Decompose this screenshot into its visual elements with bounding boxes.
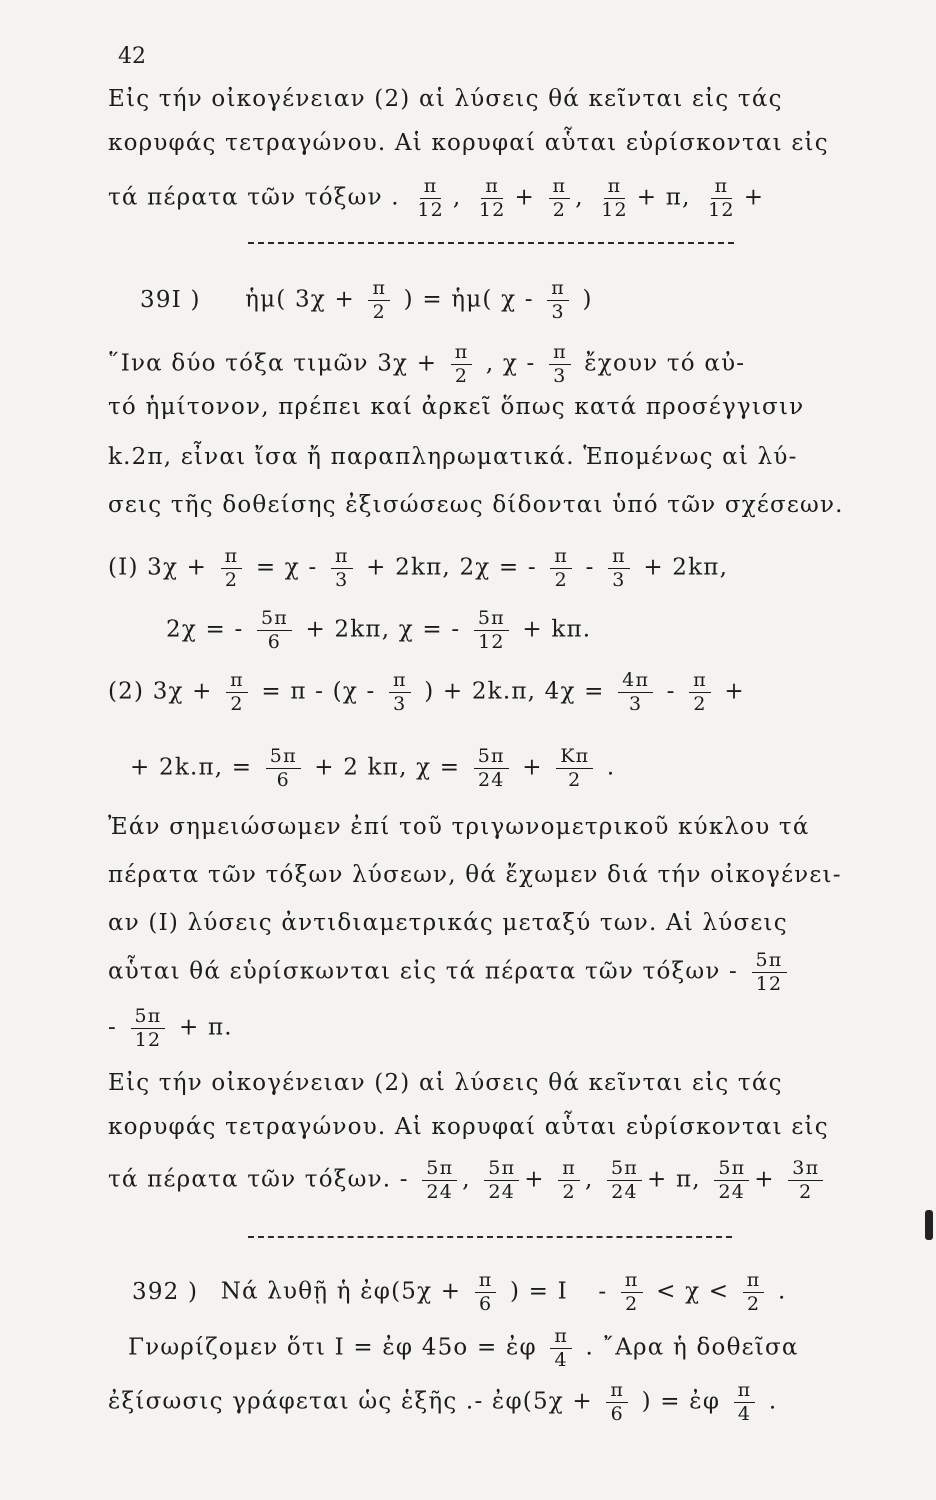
numerator: 4π [618,670,653,693]
text-line [108,490,928,520]
math-text: . [768,1388,778,1415]
fraction [257,608,292,653]
math-text: = χ - [255,554,318,581]
fraction [389,670,411,715]
denominator: 2 [625,1293,639,1315]
math-text: < χ < [656,1278,730,1305]
fraction [714,1158,749,1203]
denominator: 2 [799,1181,813,1203]
fraction [743,1270,765,1315]
numerator: π [550,546,572,569]
math-text: (2) 3χ + [108,678,213,705]
numerator: 5π [422,1158,457,1181]
numerator: 5π [266,746,301,769]
fraction [266,746,301,791]
fraction [734,1380,756,1425]
text-line-arcs [108,176,928,221]
math-text: , χ - [485,350,536,377]
line-text: κορυφάς τετραγώνου. Αἱ κορυφαί αὗται εὑρίσκονται εἰς [108,130,829,156]
denominator: 3 [335,569,349,591]
denominator: 24 [718,1181,746,1203]
numerator: π [389,670,411,693]
fraction [368,278,390,323]
text-line [108,1112,928,1142]
numerator: π [621,1270,643,1293]
numerator: 5π [131,1006,166,1029]
line-text: Ἐάν σημειώσωμεν ἐπί τοῦ τριγωνομετρικοῦ κύκλου τά [108,814,810,840]
denominator: 2 [454,365,469,387]
line-text: k.2π, εἶναι ἴσα ἤ παραπληρωματικά. Ἑπομένως αἱ λύ- [108,444,798,470]
numerator: 5π [752,950,787,973]
denominator: 2 [746,1293,761,1315]
fraction [131,1006,166,1051]
denominator: 6 [267,631,282,653]
fraction [221,546,243,591]
denominator: 24 [477,769,505,791]
text-line [108,1006,928,1051]
denominator: 3 [553,365,567,387]
denominator: 3 [393,693,407,715]
fraction [226,670,248,715]
numerator: π [547,278,569,301]
denominator: 2 [562,1181,576,1203]
math-text: ) [582,286,593,313]
line-text: αν (I) λύσεις ἀντιδιαμετρικάς μεταξύ των. Αἱ λύσεις [108,910,788,936]
numerator: π [743,1270,765,1293]
fraction [689,670,711,715]
numerator: π [331,546,353,569]
math-text: + 2kπ, χ = - [305,616,461,643]
math-text: + [724,678,745,705]
problem-number: 39I ) [140,286,201,313]
numerator: π [604,176,626,199]
fraction [550,546,572,591]
math-text: ἡμ( 3χ + [245,286,355,313]
denominator: 2 [554,569,568,591]
fraction [597,176,632,221]
text-line-arcs [108,1158,928,1203]
numerator: π [689,670,711,693]
math-text: = π - (χ - [261,678,376,705]
line-text: . ῎Αρα ἡ δοθεῖσα [585,1334,799,1361]
numerator: π [558,1158,580,1181]
numerator: π [368,278,390,301]
fraction [451,342,473,387]
numerator: Kπ [556,746,593,769]
line-text: ῞Ινα δύο τόξα τιμῶν 3χ + [108,350,438,377]
math-text: - [585,554,595,581]
math-text: ) + 2k.π, 4χ = [424,678,605,705]
math-text: ) = ἐφ [641,1388,721,1415]
denominator: 2 [552,199,566,221]
math-text: + 2kπ, 2χ = - [366,554,537,581]
denominator: 24 [488,1181,516,1203]
math-text: + 2k.π, = [130,754,253,781]
numerator: 5π [257,608,292,631]
fraction [558,1158,580,1203]
text-line [108,1068,928,1098]
denominator: 4 [737,1403,752,1425]
line-text: Νά λυθῇ ἡ ἐφ(5χ + [220,1278,462,1305]
numerator: π [550,1326,572,1349]
comma: , [452,184,462,211]
numerator: π [475,1270,497,1293]
line-text: πέρατα τῶν τόξων λύσεων, θά ἔχωμεν διά τήν οἰκογένει- [108,862,842,888]
numerator: 5π [607,1158,642,1181]
denominator: 12 [134,1029,162,1051]
math-text: ) = ἡμ( χ - [403,286,534,313]
text-line [108,1380,928,1425]
math-text: + π. [179,1014,233,1041]
fraction [704,176,739,221]
fraction [474,746,509,791]
math-text: + 2 kπ, χ = [314,754,461,781]
denominator: 24 [611,1181,638,1203]
fraction [484,1158,519,1203]
equation-line [108,670,928,715]
text-line [108,860,928,890]
math-text: + π, [636,184,691,211]
numerator: 5π [484,1158,519,1181]
numerator: π [226,670,248,693]
numerator: 3π [788,1158,823,1181]
text-line [108,128,928,158]
numerator: π [608,546,630,569]
math-text: - [598,1278,608,1305]
denominator: 6 [610,1403,624,1425]
text-line [128,1326,928,1371]
page-number: 42 [118,44,146,69]
text-line [108,442,928,472]
numerator: π [221,546,243,569]
fraction [607,1158,642,1203]
fraction [474,608,509,653]
plus: + [524,1166,545,1193]
equation-line [166,608,928,653]
text-line [108,908,928,938]
denominator: 2 [693,693,707,715]
plus: + [754,1166,775,1193]
fraction [621,1270,643,1315]
denominator: 12 [755,973,783,995]
denominator: 2 [230,693,244,715]
math-text: - [108,1014,117,1041]
numerator: π [451,342,473,365]
math-text: - [666,678,676,705]
comma: , [575,184,584,211]
plus: + [514,184,535,211]
fraction [556,746,593,791]
math-text: + π, [646,1166,701,1193]
line-text: τά πέρατα τῶν τόξων . [108,184,400,211]
math-text: . [777,1278,787,1305]
numerator: π [549,342,571,365]
plus: + [743,184,765,211]
math-text: + 2kπ, [643,554,729,581]
math-text: + [522,754,543,781]
line-text: τά πέρατα τῶν τόξων. - [108,1166,409,1193]
math-text: + kπ. [522,616,592,643]
denominator: 6 [478,1293,493,1315]
fraction [788,1158,823,1203]
line-text: κορυφάς τετραγώνου. Αἱ κορυφαί αὗται εὑρίσκονται εἰς [108,1114,829,1140]
problem-number: 392 ) [132,1278,199,1305]
line-text: τό ἡμίτονον, πρέπει καί ἀρκεῖ ὅπως κατά προσέγγισιν [108,394,805,420]
line-text: αὗται θά εὑρίσκωνται εἰς τά πέρατα τῶν τόξων - [108,958,738,985]
section-divider [248,1236,732,1238]
fraction [475,176,510,221]
math-text: 2χ = - [166,616,244,643]
denominator: 12 [478,631,505,653]
denominator: 24 [426,1181,454,1203]
text-line [108,84,928,114]
section-divider [248,242,734,244]
fraction [606,1380,628,1425]
line-text: ἔχουν τό αὐ- [584,350,746,377]
denominator: 3 [551,301,565,323]
fraction [475,1270,497,1315]
fraction [618,670,653,715]
text-line [108,392,928,422]
math-text: ) = I [509,1278,568,1305]
numerator: 5π [474,746,509,769]
fraction [549,342,571,387]
numerator: π [606,1380,628,1403]
numerator: π [711,176,733,199]
numerator: π [734,1380,756,1403]
equation-line [108,546,928,591]
denominator: 2 [224,569,239,591]
comma: , [462,1166,471,1193]
line-text: σεις τῆς δοθείσης ἐξισώσεως δίδονται ὑπό τῶν σχέσεων. [108,492,844,518]
denominator: 6 [276,769,290,791]
denominator: 3 [612,569,626,591]
fraction [413,176,448,221]
fraction [422,1158,457,1203]
denominator: 2 [568,769,582,791]
numerator: 5π [714,1158,749,1181]
numerator: π [420,176,442,199]
problem-391-equation [108,278,928,323]
denominator: 4 [554,1349,568,1371]
line-text: ἐξίσωσις γράφεται ὡς ἑξῆς .- ἐφ(5χ + [108,1388,593,1415]
equation-line [130,746,928,791]
line-text: Γνωρίζομεν ὅτι I = ἐφ 45ο = ἐφ [128,1334,537,1361]
math-text: . [606,754,616,781]
denominator: 12 [478,199,506,221]
denominator: 12 [708,199,735,221]
fraction [547,278,569,323]
denominator: 3 [629,693,643,715]
denominator: 12 [601,199,628,221]
fraction [608,546,630,591]
math-text: (I) 3χ + [108,554,208,581]
scan-edge-mark [925,1210,933,1240]
text-line [108,342,928,387]
fraction [331,546,353,591]
numerator: 5π [474,608,509,631]
line-text: Εἰς τήν οἰκογένειαν (2) αἱ λύσεις θά κεῖνται εἰς τάς [108,1070,783,1096]
problem-392-statement [108,1270,928,1315]
fraction [549,176,571,221]
comma: , [584,1166,594,1193]
numerator: π [549,176,571,199]
text-line [108,812,928,842]
denominator: 12 [417,199,444,221]
text-line [108,950,928,995]
fraction [550,1326,572,1371]
denominator: 2 [372,301,386,323]
fraction [752,950,787,995]
numerator: π [481,176,503,199]
line-text: Εἰς τήν οἰκογένειαν (2) αἱ λύσεις θά κεῖνται εἰς τάς [108,86,783,112]
